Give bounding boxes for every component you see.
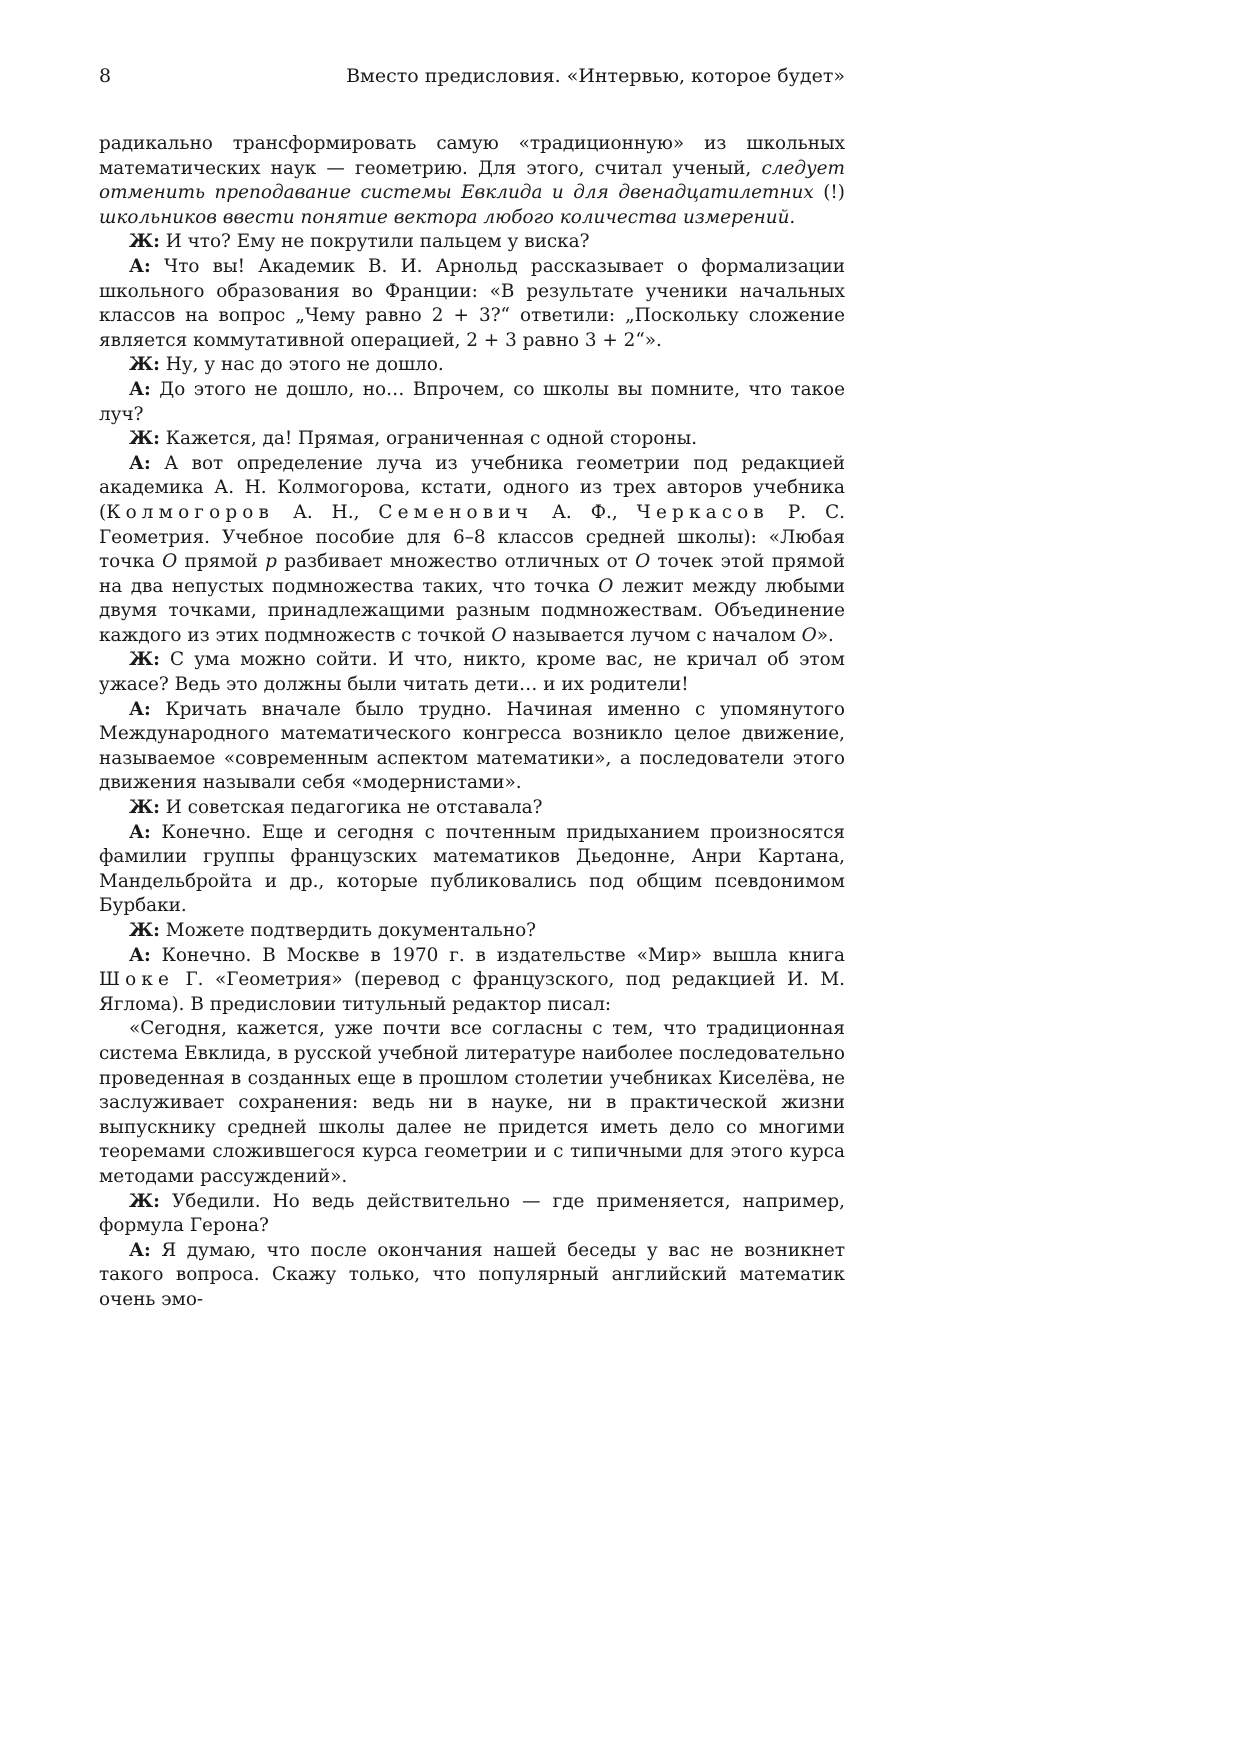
speaker-label: А: — [129, 452, 151, 474]
running-head — [99, 62, 845, 90]
paragraph-10: Ж: И советская педагогика не отставала? — [129, 797, 543, 819]
author-name: Черкасов — [636, 501, 769, 523]
author-name: Семенович — [378, 501, 534, 523]
speaker-label: А: — [129, 698, 151, 720]
page-number: 8 — [99, 65, 112, 87]
speaker-label: А: — [129, 944, 151, 966]
paragraph-1: радикально трансформировать самую «традиционную» из школьных математических наук — геометрию. Для этого, считал ученый, следует отменить преподавание системы Евклида и для двенадцатилетних (!) школьников ввести понятие вектора любого количества измерений. — [99, 133, 845, 228]
paragraph-4: Ж: Ну, у нас до этого не дошло. — [129, 354, 444, 376]
speaker-label: А: — [129, 378, 151, 400]
speaker-label: А: — [129, 1239, 151, 1261]
book-page — [99, 62, 845, 1313]
paragraph-5: А: До этого не дошло, но… Впрочем, со школы вы помните, что такое луч? — [99, 378, 845, 425]
paragraph-12: Ж: Можете подтвердить документально? — [129, 920, 537, 941]
body-text — [99, 132, 845, 1313]
author-name: Колмогоров — [106, 501, 274, 523]
paragraph-3: А: Что вы! Академик В. И. Арнольд рассказывает о формализации школьного образования во Франции: «В результате ученики начальных классов на вопрос „Чему равно 2 + 3?“ ответили: „Поскольку сложение является коммутативной операцией, 2 + 3 равно 3 + 2“». — [99, 255, 845, 351]
speaker-label: Ж: — [129, 1190, 160, 1212]
paragraph-11: А: Конечно. Еще и сегодня с почтенным придыханием произносятся фамилии группы французских математиков Дьедонне, Анри Картана, Мандельбройта и др., которые публиковались под общим псевдонимом Бурбаки. — [99, 821, 845, 917]
speaker-label: Ж: — [129, 428, 160, 450]
speaker-label: Ж: — [129, 920, 160, 941]
speaker-label: А: — [129, 255, 151, 277]
paragraph-2: Ж: И что? Ему не покрутили пальцем у виска? — [129, 231, 590, 253]
paragraph-15: Ж: Убедили. Но ведь действительно — где применяется, например, формула Герона? — [99, 1190, 845, 1237]
speaker-label: Ж: — [129, 797, 160, 819]
paragraph-16: А: Я думаю, что после окончания нашей беседы у вас не возникнет такого вопроса. Скажу только, что популярный английский математик очень эмо- — [99, 1239, 845, 1310]
paragraph-9: А: Кричать вначале было трудно. Начиная именно с упомянутого Международного математического конгресса возникло целое движение, называемое «современным аспектом математики», а последователи этого движения называли себя «модернистами». — [99, 698, 845, 794]
paragraph-6: Ж: Кажется, да! Прямая, ограниченная с одной стороны. — [129, 428, 698, 450]
speaker-label: А: — [129, 821, 151, 843]
running-title: Вместо предисловия. «Интервью, которое будет» — [346, 65, 845, 87]
quotation: «Сегодня, кажется, уже почти все согласны с тем, что традиционная система Евклида, в русской учебной литературе наиболее последовательно проведенная в созданных еще в прошлом столетии учебниках Киселёва, не заслуживает сохранения: ведь ни в науке, ни в практической жизни выпускнику средней школы далее не придется иметь дело со многими теоремами сложившегося курса геометрии и с типичными для этого курса методами рассуждений». — [99, 1018, 845, 1187]
speaker-label: Ж: — [129, 231, 160, 253]
speaker-label: Ж: — [129, 354, 160, 376]
author-name: Шоке — [99, 969, 175, 991]
paragraph-13: А: Конечно. В Москве в 1970 г. в издательстве «Мир» вышла книга Шоке Г. «Геометрия» (перевод с французского, под редакцией И. М. Яглома). В предисловии титульный редактор писал: — [99, 944, 845, 1015]
paragraph-8: Ж: С ума можно сойти. И что, никто, кроме вас, не кричал об этом ужасе? Ведь это должны были читать дети… и их родители! — [99, 649, 845, 696]
speaker-label: Ж: — [129, 649, 160, 671]
paragraph-7: А: А вот определение луча из учебника геометрии под редакцией академика А. Н. Колмогорова, кстати, одного из трех авторов учебника (Колмогоров А. Н., Семенович А. Ф., Черкасов Р. С. Геометрия. Учебное пособие для 6–8 классов средней школы): «Любая точка O прямой p разбивает множество отличных от O точек этой прямой на два непустых подмножества таких, что точка O лежит между любыми двумя точками, принадлежащими разным подмножествам. Объединение каждого из этих подмножеств с точкой O называется лучом с началом O». — [99, 452, 845, 646]
